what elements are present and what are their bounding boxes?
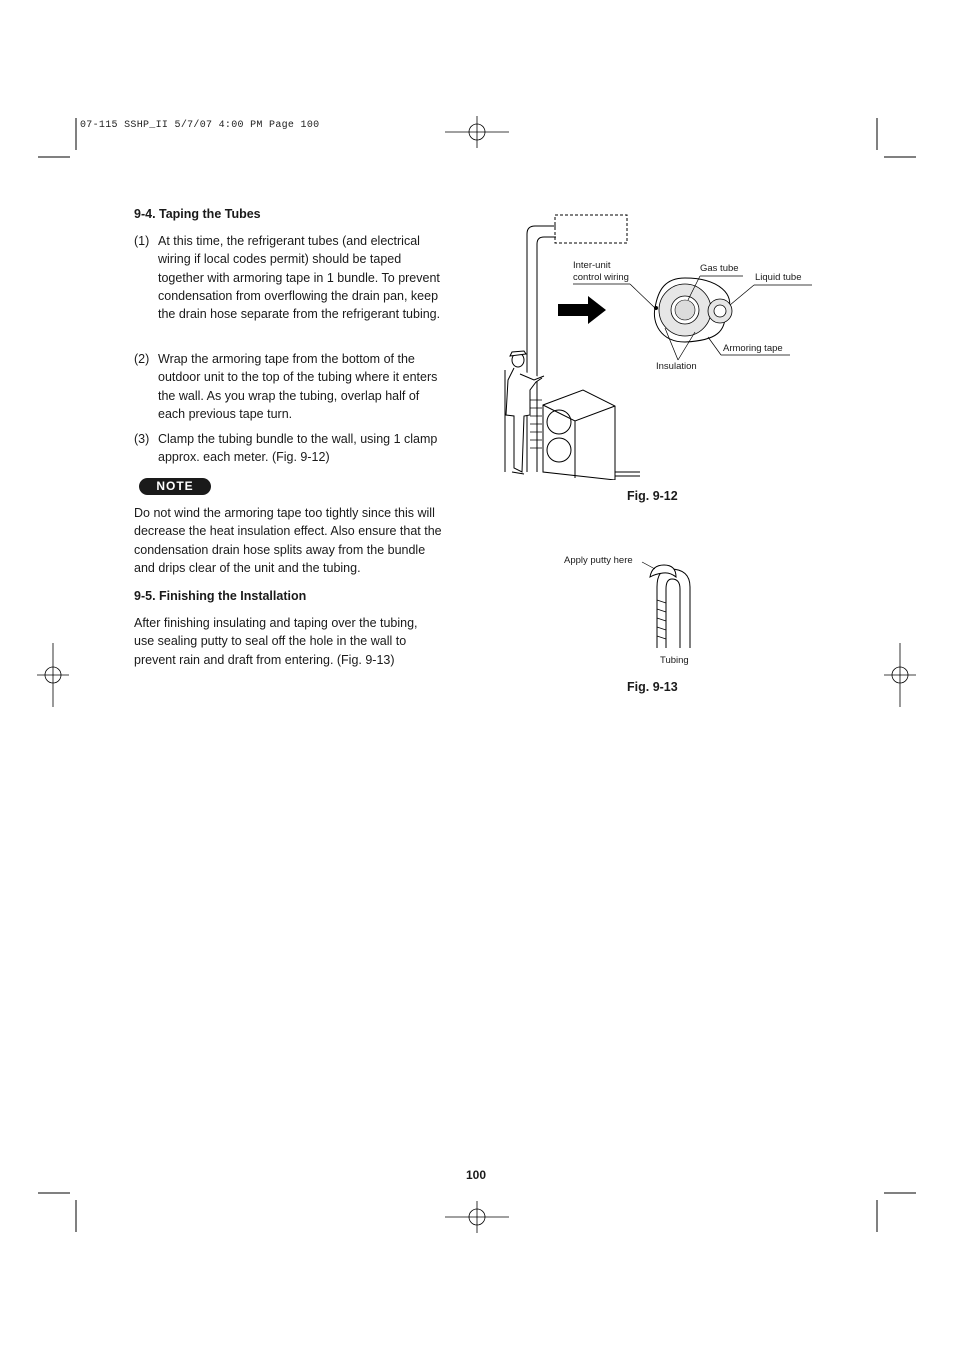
page-number: 100 <box>466 1168 487 1182</box>
note-text: Do not wind the armoring tape too tightly since this will decrease the heat insulation effect. Also ensure that the condensation drain hose splits away from the bundle and drips clear of the unit and the tubing. <box>134 506 442 575</box>
item-number: (1) <box>134 234 150 248</box>
label-liquid-tube: Liquid tube <box>755 272 802 283</box>
item-text: Wrap the armoring tape from the bottom of the outdoor unit to the top of the tubing where it enters the wall. As you wrap the tubing, overlap half of each previous tape turn. <box>158 352 438 421</box>
section-heading-finishing: 9-5. Finishing the Installation <box>134 589 307 603</box>
item-number: (2) <box>134 352 150 366</box>
technician-figure <box>506 351 544 474</box>
section-heading-taping: 9-4. Taping the Tubes <box>134 207 261 221</box>
registration-mark-top <box>445 116 509 148</box>
label-control-wiring: control wiring <box>573 272 629 283</box>
item-text: At this time, the refrigerant tubes (and electrical wiring if local codes permit) should be taped together with armoring tape in 1 bundle. To prevent condensation from overflowing the drain pan, keep the drain hose separate from the refrigerant tubing. <box>158 234 441 322</box>
label-gas-tube: Gas tube <box>700 263 739 274</box>
liquid-tube <box>714 305 726 317</box>
label-tubing: Tubing <box>660 655 689 666</box>
tube-bundle-cross-section <box>654 278 732 342</box>
tubing-bend <box>657 569 690 648</box>
figure-caption: Fig. 9-12 <box>627 489 678 503</box>
arrow-icon <box>558 296 606 324</box>
outdoor-unit <box>543 390 615 480</box>
registration-mark-right <box>884 643 916 707</box>
item-number: (3) <box>134 432 150 446</box>
print-slug: 07-115 SSHP_II 5/7/07 4:00 PM Page 100 <box>80 120 320 131</box>
registration-mark-bottom <box>445 1201 509 1233</box>
figure-9-13-illustration <box>600 555 710 655</box>
label-insulation: Insulation <box>656 361 697 372</box>
item-text: Clamp the tubing bundle to the wall, using 1 clamp approx. each meter. (Fig. 9-12) <box>158 432 438 465</box>
indoor-unit-outline <box>555 215 627 243</box>
label-armoring-tape: Armoring tape <box>723 343 783 354</box>
label-apply-putty: Apply putty here <box>564 555 633 566</box>
note-badge: NOTE <box>139 478 211 495</box>
registration-mark-left <box>37 643 69 707</box>
figure-caption: Fig. 9-13 <box>627 680 678 694</box>
label-inter-unit: Inter-unit <box>573 260 611 271</box>
finishing-text: After finishing insulating and taping over the tubing, use sealing putty to seal off the hole in the wall to prevent rain and draft from entering. (Fig. 9-13) <box>134 616 418 667</box>
